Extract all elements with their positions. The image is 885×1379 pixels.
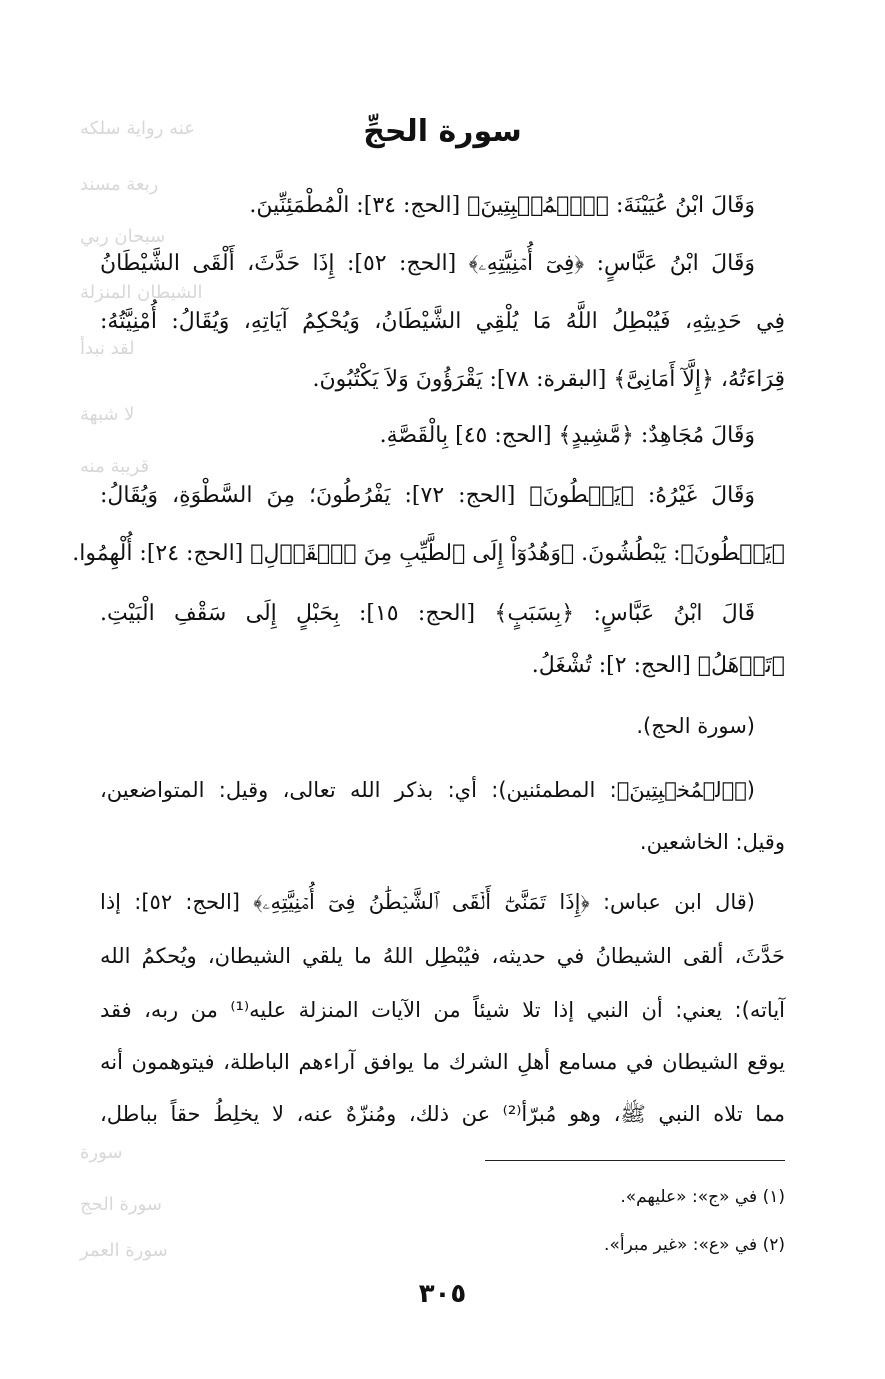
margin-note: لا شبهة bbox=[80, 404, 135, 425]
margin-note: سورة bbox=[80, 1142, 123, 1163]
text-line: قَالَ ابْنُ عَبَّاسٍ: ﴿بِسَبَبٍ﴾ [الحج: ١٥]: بِحَبْلٍ إِلَى سَقْفِ الْبَيْتِ. bbox=[100, 601, 755, 626]
page-number: ٣٠٥ bbox=[418, 1279, 467, 1309]
commentary-line: مما تلاه النبي ﷺ، وهو مُبرّأ⁽²⁾ عن ذلك، ومُنزّهٌ عنه، لا يخلِطُ حقاً بباطل، bbox=[100, 1102, 786, 1126]
text-line: وَقَالَ مُجَاهِدٌ: ﴿مَّشِيدٍ﴾ [الحج: ٤٥] بِالْقَصَّةِ. bbox=[379, 423, 755, 448]
margin-note: الشيطان المنزلة bbox=[80, 282, 203, 303]
margin-note: سبحان ربي bbox=[80, 226, 166, 247]
margin-note: سورة العمر bbox=[80, 1240, 168, 1261]
text-line: وَقَالَ ابْنُ عُيَيْنَةَ: ﴿ٱلۡمُخۡبِتِينَ﴾ [الحج: ٣٤]: الْمُطْمَئِنِّينَ. bbox=[249, 193, 755, 218]
text-line: وَقَالَ غَيْرُهُ: ﴿يَسۡطُونَ﴾ [الحج: ٧٢]: يَفْرُطُونَ؛ مِنَ السَّطْوَةِ، وَيُقَالُ: bbox=[100, 483, 755, 508]
margin-note: ربعة مسند bbox=[80, 174, 159, 195]
text-line: فِي حَدِيثِهِ، فَيُبْطِلُ اللَّهُ مَا يُلْقِي الشَّيْطَانُ، وَيُحْكِمُ آيَاتِهِ، وَيُقَالُ: أُمْنِيَّتُهُ: bbox=[100, 309, 785, 334]
margin-note: سورة الحج bbox=[80, 1194, 162, 1215]
text-line: ﴿تَذۡهَلُ﴾ [الحج: ٢]: تُشْغَلُ. bbox=[531, 653, 785, 678]
commentary-line: (قال ابن عباس: ﴿إِذَا تَمَنَّىٰٓ أَلۡقَى ٱلشَّيۡطَٰنُ فِىٓ أُمۡنِيَّتِهِۦ﴾ [الحج: ٥٢]: إذا bbox=[100, 890, 755, 914]
commentary-line: يوقع الشيطان في مسامع أهلِ الشرك ما يوافق آراءهم الباطلة، فيتوهمون أنه bbox=[100, 1050, 785, 1074]
page-title: سورة الحجِّ bbox=[363, 114, 522, 149]
margin-note: لقد نبدأ bbox=[80, 338, 135, 359]
commentary-line: (﴿ٱلۡمُخۡبِتِينَ﴾: المطمئنين): أي: بذكر الله تعالى، وقيل: المتواضعين، bbox=[100, 778, 755, 802]
footnote: (٢) في «ع»: «غير مبرأ». bbox=[604, 1235, 785, 1255]
commentary-line: وقيل: الخاشعين. bbox=[639, 830, 785, 854]
text-line: قِرَاءَتُهُ، ﴿إِلَّآ أَمَانِىَّ﴾ [البقرة: ٧٨]: يَقْرَؤُونَ وَلاَ يَكْتُبُونَ. bbox=[312, 367, 785, 392]
text-line: وَقَالَ ابْنُ عَبَّاسٍ: ﴿فِىٓ أُمۡنِيَّتِهِۦ﴾ [الحج: ٥٢]: إِذَا حَدَّثَ، أَلْقَى الشَّيْطَانُ bbox=[100, 251, 755, 276]
commentary-line: (سورة الحج). bbox=[636, 714, 755, 738]
footnote-divider bbox=[485, 1160, 785, 1161]
margin-note: قريبة منه bbox=[80, 456, 150, 477]
footnote: (١) في «ج»: «عليهم». bbox=[620, 1187, 785, 1207]
commentary-line: حَدَّثَ، ألقى الشيطانُ في حديثه، فيُبْطِل اللهُ ما يلقي الشيطان، ويُحكمُ الله bbox=[100, 944, 785, 968]
commentary-line: آياته): يعني: أن النبي إذا تلا شيئاً من الآيات المنزلة عليه⁽¹⁾ من ربه، فقد bbox=[100, 998, 786, 1022]
text-line: ﴿يَسۡطُونَ﴾: يَبْطُشُونَ. ﴿وَهُدُوٓاْ إِلَى ٱلطَّيِّبِ مِنَ ٱلۡقَوۡلِ﴾ [الحج: ٢٤]: أُلْهِمُوا. bbox=[72, 541, 785, 566]
margin-note: عنه رواية سلكه bbox=[80, 118, 195, 139]
